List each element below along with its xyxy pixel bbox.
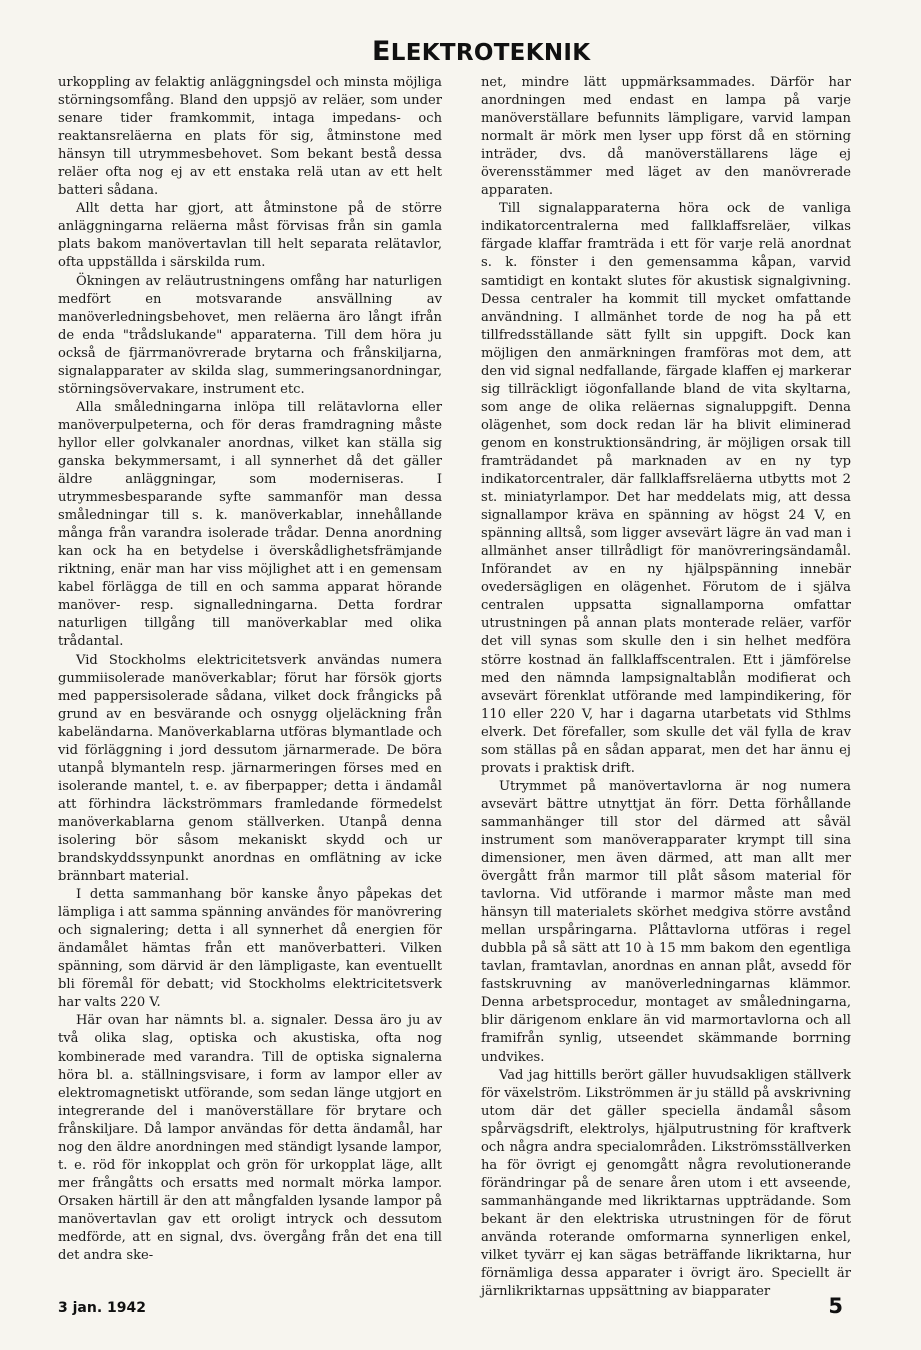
page-number: 5 <box>828 1294 843 1318</box>
paragraph: I detta sammanhang bör kanske ånyo påpekas det lämpliga i att samma spänning användes för manövrering och signalering; detta i all synnerhet då energien för ändamålet hämtas från ett manöverbatteri. Vilken spänning, som därvid är den lämpligaste, kan eventuellt bli föremål för debatt; vid Stockholms elektricitetsverk har valts 220 V. <box>58 887 442 1011</box>
paragraph: Ökningen av reläutrustningens omfång har naturligen medfört en motsvarande ansvällning av manöverledningsbehovet, men reläerna äro långt ifrån de enda "trådslukande" apparaterna. Till dem höra ju också de fjärrmanövrerade brytarna och frånskiljarna, signalapparater av skilda slag, summeringsanordningar, störningsövervakare, instrument etc. <box>58 273 442 397</box>
paragraph: Till signalapparaterna höra ock de vanliga indikatorcentralerna med fallklaffsreläer, vilkas färgade klaffar framträda i ett för varje relä anordnat s. k. fönster i den gemensamma kåpan, varvid samtidigt en kontakt slutes för akustisk signalgivning. Dessa centraler ha kommit till mycket omfattande användning. I allmänhet torde de nog ha på ett tillfredsställande sätt fyllt sin uppgift. Dock kan möjligen den anmärkningen framföras mot dem, att den vid signal nedfallande, färgade klaffen ej markerar sig tillräckligt iögonfallande bland de vita skyltarna, som ange de olika reläernas signaluppgift. Denna olägenhet, som dock redan lär ha blivit eliminerad genom en konstruktionsändring, är möjligen orsak till framträdandet på marknaden av en ny typ indikatorcentraler, där fallklaffsreläerna utbytts mot 2 st. miniatyrlampor. Det har meddelats mig, att dessa signallampor kräva en spänning av högst 24 V, en spänning alltså, som ligger avsevärt lägre än vad man i allmänhet anser tillrådligt för manövreringsändamål. Införandet av en ny hjälpspänning innebär ovedersägligen en olägenhet. Förutom de i själva centralen uppsatta signallamporna omfattar utrustningen på annan plats monterade reläer, varför det vill synas som skulle den i sin helhet medföra större kostnad än fallklaffscentralen. Ett i jämförelse med den nämnda lampsignaltablån modifierat och avsevärt förenklat utförande med lampindikering, för 110 eller 220 V, har i dagarna utarbetats vid Sthlms elverk. Det förefaller, som skulle det väl fylla de krav som ställas på en sådan apparat, men det har ännu ej provats i praktisk drift. <box>481 201 851 776</box>
paragraph: Här ovan har nämnts bl. a. signaler. Dessa äro ju av två olika slag, optiska och akustiska, ofta nog kombinerade med varandra. Till de optiska signalerna höra bl. a. ställningsvisare, i form av lampor eller av elektromagnetiskt utförande, som sedan länge utgjort en integrerande del i manöverställare för brytare och frånskiljare. Då lampor användas för detta ändamål, har nog den äldre anordningen med ständigt lysande lampor, t. e. röd för inkopplat och grön för urkopplat läge, allt mer frångåtts och ersatts med normalt mörka lampor. Orsaken härtill är den att mångfalden lysande lampor på manövertavlan gav ett oroligt intryck och dessutom medförde, att en signal, dvs. övergång från det ena till det andra ske- <box>58 1013 442 1264</box>
paragraph: Utrymmet på manövertavlorna är nog numera avsevärt bättre utnyttjat än förr. Detta förhållande sammanhänger till stor del därmed att såväl instrument som manöverapparater krympt till sina dimensioner, men även därmed, att man allt mer övergått från marmor till plåt såsom material för tavlorna. Vid utförande i marmor måste man med hänsyn till materialets skörhet medgiva större avstånd mellan urspåringarna. Plåttavlorna utföras i regel dubbla på så sätt att 10 à 15 mm bakom den egentliga tavlan, framtavlan, anordnas en annan plåt, avsedd för fastskruvning av manöverledningarnas klämmor. Denna arbetsprocedur, montaget av småledningarna, blir därigenom enklare än vid marmortavlorna och all framifrån synlig, utseendet skämmande borrning undvikes. <box>481 778 851 1065</box>
paragraph: Vad jag hittills berört gäller huvudsakligen ställverk för växelström. Likströmmen är ju ställd på avskrivning utom där det gäller speciella ändamål såsom spårvägsdrift, elektrolys, hjälputrustning för kraftverk och några andra specialområden. Likströmsställverken ha för övrigt ej genomgått några revolutionerande förändringar på de senare åren utom i ett avseende, sammanhängande med likriktarnas uppträdande. Som bekant är den elektriska utrustningen för de förut använda roterande omformarna synnerligen enkel, vilket tyvärr ej kan sägas beträffande likriktarna, hur förnämliga dessa apparater i övrigt äro. Speciellt är järnlikriktarnas uppsättning av biapparater <box>481 1067 851 1300</box>
right-column <box>481 74 851 1300</box>
paragraph: Allt detta har gjort, att åtminstone på de större anläggningarna reläerna måst förvisas från sin gamla plats bakom manövertavlan till helt separata relätavlor, ofta uppställda i särskilda rum. <box>58 201 442 271</box>
paragraph: Alla småledningarna inlöpa till relätavlorna eller manöverpulpeterna, och för deras framdragning måste hyllor eller golvkanaler anordnas, vilket kan ställa sig ganska bekymmersamt, i all synnerhet då det gäller äldre anläggningar, som moderniseras. I utrymmesbesparande syfte sammanför man dessa småledningar till s. k. manöverkablar, innehållande många från varandra isolerade trådar. Denna anordning kan ock ha en betydelse i överskådlighetsfrämjande riktning, enär man har viss möjlighet att i en gemensam kabel förlägga de till en och samma apparat hörande manöver- resp. signalledningarna. Detta fordrar naturligen tillgång till manöverkablar med olika trådantal. <box>58 399 442 650</box>
paragraph: urkoppling av felaktig anläggningsdel och minsta möjliga störningsomfång. Bland den uppsjö av reläer, som under senare tider framkommit, intaga impedans- och reaktansreläerna en plats för sig, åtminstone med hänsyn till utrymmesbehovet. Som bekant bestå dessa reläer ofta nog ej av ett enstaka relä utan av ett helt batteri sådana. <box>58 75 442 199</box>
paragraph: net, mindre lätt uppmärksammades. Därför har anordningen med endast en lampa på varje manöverställare befunnits lämpligare, varvid lampan normalt är mörk men lyser upp först då en störning inträder, dvs. då manöverställarens läge ej överensstämmer med läget av den manövrerade apparaten. <box>481 75 851 199</box>
left-column <box>58 74 442 1274</box>
issue-date: 3 jan. 1942 <box>58 1300 146 1316</box>
page-header: ELEKTROTEKNIK <box>372 36 591 67</box>
paragraph: Vid Stockholms elektricitetsverk användas numera gummiisolerade manöverkablar; förut har försök gjorts med pappersisolerade sådana, vilket dock frångicks på grund av en besvärande och osnygg oljeläckning från kabeländarna. Manöverkablarna utföras blymantlade och vid förläggning i jord dessutom järnarmerade. De böra utanpå blymanteln resp. järnarmeringen förses med en isolerande mantel, t. e. av fiberpapper; detta i ändamål att förhindra läckströmmars framledande förmedelst manöverkablarna genom ställverken. Utanpå denna isolering bör såsom mekaniskt skydd och ur brandskyddssynpunkt anordnas en omflätning av icke brännbart material. <box>58 652 442 885</box>
